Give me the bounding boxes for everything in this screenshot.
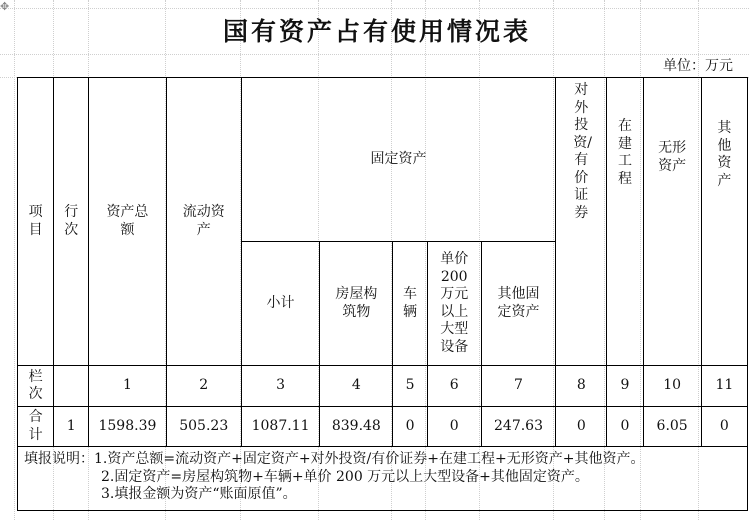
grid-line (14, 0, 15, 520)
page-title: 国有资产占有使用情况表 (222, 17, 531, 46)
note-line-3: 3.填报金额为资产“账面原值”。 (101, 486, 297, 502)
cell-anchor-icon: ✥ (0, 0, 10, 13)
total-value: 0 (556, 407, 607, 447)
header-external-investment: 对外投资/有价证券 (556, 78, 607, 366)
column-number: 1 (89, 366, 166, 407)
total-value: 0 (607, 407, 643, 447)
column-number: 3 (241, 366, 319, 407)
total-row-number: 1 (54, 407, 89, 447)
filling-notes (18, 447, 748, 511)
total-value: 0 (393, 407, 427, 447)
unit-label: 单位：万元 (663, 58, 733, 74)
column-number: 5 (393, 366, 427, 407)
column-number: 4 (320, 366, 393, 407)
note-line-1: 填报说明：1.资产总额=流动资产+固定资产+对外投资/有价证券+在建工程+无形资产+其他资产。 (24, 451, 645, 467)
notes-prefix: 填报说明： (24, 451, 94, 467)
total-value: 1087.11 (241, 407, 319, 447)
header-total-assets: 资产总额 (89, 78, 166, 366)
note-line-2: 2.固定资产=房屋构筑物+车辆+单价 200 万元以上大型设备+其他固定资产。 (101, 468, 589, 485)
column-number: 10 (643, 366, 701, 407)
total-value: 0 (427, 407, 481, 447)
column-number: 9 (607, 366, 643, 407)
asset-table (17, 77, 748, 511)
grid-line (0, 54, 749, 55)
total-value: 247.63 (481, 407, 555, 447)
header-row-no: 行次 (54, 78, 89, 366)
column-number: 2 (166, 366, 241, 407)
column-number-cell (54, 366, 89, 407)
total-value: 0 (701, 407, 747, 447)
header-construction: 在建工程 (607, 78, 643, 366)
header-intangible: 无形资产 (643, 78, 701, 366)
column-number-label: 栏次 (18, 366, 54, 407)
total-value: 839.48 (320, 407, 393, 447)
header-item: 项目 (18, 78, 54, 366)
column-number: 11 (701, 366, 747, 407)
header-other-fixed: 其他固定资产 (481, 242, 555, 366)
total-value: 1598.39 (89, 407, 166, 447)
header-current-assets: 流动资产 (166, 78, 241, 366)
total-value: 505.23 (166, 407, 241, 447)
header-vehicles: 车辆 (393, 242, 427, 366)
header-fixed-assets: 固定资产 (241, 78, 555, 242)
header-large-equipment: 单价200万元以上大型设备 (427, 242, 481, 366)
column-number: 6 (427, 366, 481, 407)
total-value: 6.05 (643, 407, 701, 447)
column-number: 8 (556, 366, 607, 407)
total-row-label: 合计 (18, 407, 54, 447)
header-fixed-subtotal: 小计 (241, 242, 319, 366)
header-buildings: 房屋构筑物 (320, 242, 393, 366)
column-number: 7 (481, 366, 555, 407)
header-other-assets: 其他资产 (701, 78, 747, 366)
